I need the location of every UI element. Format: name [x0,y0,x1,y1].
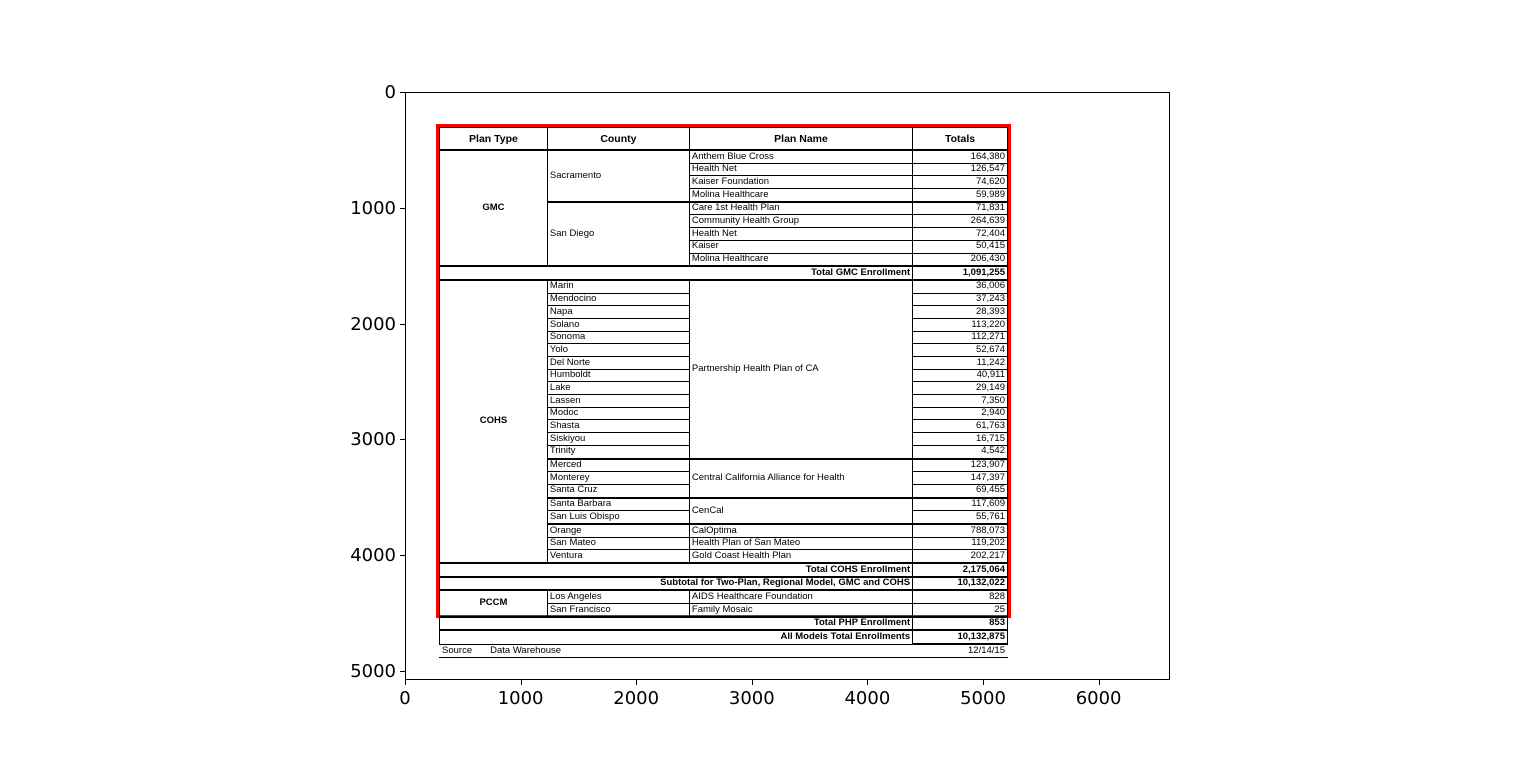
table-cell: 50,415 [913,240,1008,253]
table-cell: Monterey [547,472,689,485]
x-tick-label: 1000 [497,688,544,709]
x-tick-mark [867,680,868,685]
table-cell: AIDS Healthcare Foundation [689,590,912,603]
table-cell: CalOptima [689,524,912,537]
x-tick-label: 2000 [613,688,660,709]
header-county: County [547,128,689,151]
x-tick-label: 5000 [960,688,1006,709]
y-tick-mark [400,324,405,325]
table-cell: 71,831 [913,202,1008,215]
table-cell: Trinity [547,445,689,458]
table-cell: 69,455 [913,484,1008,497]
table-cell: Total GMC Enrollment [440,266,913,280]
table-cell: 28,393 [913,306,1008,319]
table-cell: Care 1st Health Plan [689,202,912,215]
table-cell: 74,620 [913,176,1008,189]
table-cell: 16,715 [913,433,1008,446]
table-cell: Health Net [689,163,912,176]
table-cell: 117,609 [913,498,1008,511]
table-cell: Los Angeles [547,590,689,603]
table-row [440,563,1008,577]
table-cell: Community Health Group [689,215,912,228]
table-cell: Solano [547,318,689,331]
table-cell: 72,404 [913,228,1008,241]
table-cell: 61,763 [913,420,1008,433]
table-cell: Orange [547,524,689,537]
table-cell: Modoc [547,407,689,420]
x-tick-mark [983,680,984,685]
x-tick-mark [1099,680,1100,685]
table-cell: 828 [913,590,1008,603]
y-tick-label: 2000 [350,313,396,335]
table-cell: 126,547 [913,163,1008,176]
table-cell: 10,132,022 [913,577,1008,591]
table-cell: Sonoma [547,331,689,344]
table-cell: 36,006 [913,280,1008,293]
table-cell: 59,989 [913,189,1008,202]
enrollment-table [439,127,1008,645]
x-tick-mark [521,680,522,685]
table-cell: San Mateo [547,537,689,550]
table-cell: 202,217 [913,550,1008,563]
table-cell: 788,073 [913,524,1008,537]
source-label: Source [442,645,473,657]
table-cell: 25 [913,604,1008,617]
table-cell: Siskiyou [547,433,689,446]
table-cell: Yolo [547,344,689,357]
red-border-frame [436,124,1011,657]
table-cell: 164,380 [913,150,1008,163]
table-header-row [440,128,1008,151]
table-cell: COHS [440,280,548,563]
y-tick-mark [400,439,405,440]
table-cell: 11,242 [913,357,1008,370]
x-tick-mark [752,680,753,685]
table-cell: 119,202 [913,537,1008,550]
table-cell: GMC [440,150,548,266]
x-tick-mark [405,680,406,685]
table-cell: All Models Total Enrollments [440,630,913,644]
table-row [440,630,1008,644]
table-cell: Molina Healthcare [689,253,912,266]
table-row [440,266,1008,280]
table-cell: Partnership Health Plan of CA [689,280,912,459]
table-cell: Health Net [689,228,912,241]
table-cell: Molina Healthcare [689,189,912,202]
table-cell: Merced [547,459,689,472]
table-cell: San Luis Obispo [547,511,689,524]
table-cell: Subtotal for Two-Plan, Regional Model, GMC and COHS [440,577,913,591]
table-cell: 123,907 [913,459,1008,472]
table-cell: Humboldt [547,369,689,382]
table-cell: San Diego [547,202,689,266]
table-cell: 853 [913,617,1008,631]
table-cell: Family Mosaic [689,604,912,617]
table-cell: 2,175,064 [913,563,1008,577]
table-cell: 2,940 [913,407,1008,420]
table-cell: Napa [547,306,689,319]
table-cell: CenCal [689,498,912,524]
table-cell: Marin [547,280,689,293]
y-tick-label: 1000 [350,197,396,219]
table-cell: 147,397 [913,472,1008,485]
x-tick-label: 4000 [844,688,891,709]
table-row [440,617,1008,631]
header-totals: Totals [913,128,1008,151]
table-cell: Health Plan of San Mateo [689,537,912,550]
table-cell: Anthem Blue Cross [689,150,912,163]
table-row [440,150,1008,163]
table-row [440,590,1008,603]
table-cell: 37,243 [913,293,1008,306]
x-tick-label: 6000 [1075,688,1122,709]
table-cell: Shasta [547,420,689,433]
table-cell: 1,091,255 [913,266,1008,280]
x-tick-label: 0 [399,688,411,709]
table-cell: Mendocino [547,293,689,306]
table-cell: 206,430 [913,253,1008,266]
table-cell: Central California Alliance for Health [689,459,912,498]
table-cell: PCCM [440,590,548,616]
table-cell: 29,149 [913,382,1008,395]
table-cell: 40,911 [913,369,1008,382]
header-plan-type: Plan Type [440,128,548,151]
y-tick-mark [400,555,405,556]
table-cell: Lake [547,382,689,395]
x-tick-label: 3000 [728,688,775,709]
y-tick-label: 3000 [350,429,396,451]
table-cell: Kaiser [689,240,912,253]
table-cell: Total PHP Enrollment [440,617,913,631]
table-cell: Ventura [547,550,689,563]
table-cell: 7,350 [913,395,1008,408]
table-cell: 112,271 [913,331,1008,344]
table-cell: Santa Cruz [547,484,689,497]
source-value: Data Warehouse [490,645,562,657]
y-tick-mark [400,671,405,672]
table-cell: 52,674 [913,344,1008,357]
table-cell: Lassen [547,395,689,408]
table-cell: Del Norte [547,357,689,370]
table-row [440,577,1008,591]
source-note [442,645,561,656]
table-cell: Santa Barbara [547,498,689,511]
report-date: 12/14/15 [968,645,1005,657]
y-tick-label: 5000 [350,661,396,682]
y-tick-mark [400,92,405,93]
header-plan-name: Plan Name [689,128,912,151]
table-cell: Sacramento [547,150,689,202]
table-cell: San Francisco [547,604,689,617]
table-cell: 4,542 [913,445,1008,458]
y-tick-mark [400,208,405,209]
table-cell: Kaiser Foundation [689,176,912,189]
y-tick-label: 4000 [350,545,396,567]
table-cell: 55,761 [913,511,1008,524]
table-row [440,280,1008,293]
table-cell: 264,639 [913,215,1008,228]
table-cell: Gold Coast Health Plan [689,550,912,563]
x-tick-mark [636,680,637,685]
table-cell: 10,132,875 [913,630,1008,644]
table-cell: Total COHS Enrollment [440,563,913,577]
table-cell: 113,220 [913,318,1008,331]
table-footer [439,645,1008,658]
y-tick-label: 0 [384,82,396,103]
